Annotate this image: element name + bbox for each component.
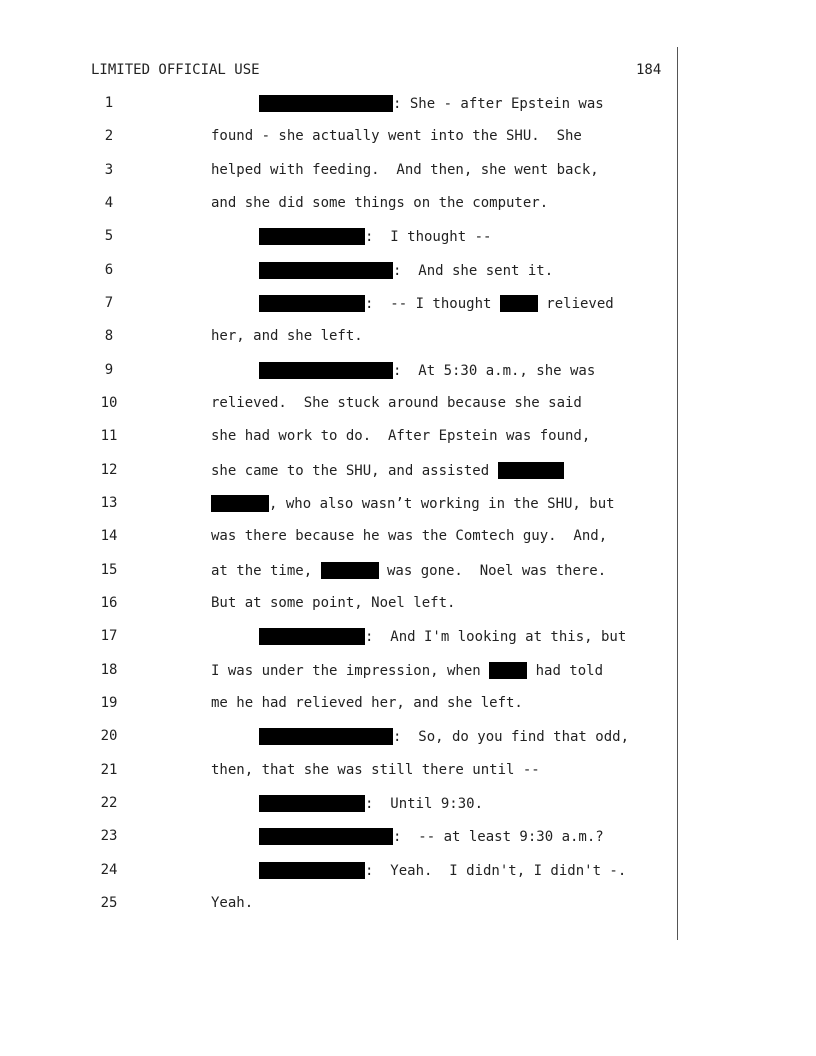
transcript-line bbox=[259, 262, 553, 279]
line-number: 19 bbox=[100, 695, 118, 711]
line-number: 15 bbox=[100, 562, 118, 578]
transcript-line bbox=[259, 362, 595, 379]
line-number: 21 bbox=[100, 762, 118, 778]
line-number: 20 bbox=[100, 728, 118, 744]
transcript-line bbox=[259, 628, 626, 645]
transcript-line: But at some point, Noel left. bbox=[211, 595, 456, 611]
line-text: : I thought -- bbox=[365, 229, 492, 245]
line-number: 17 bbox=[100, 628, 118, 644]
line-number: 14 bbox=[100, 528, 118, 544]
transcript-line bbox=[259, 228, 491, 245]
redaction-box bbox=[259, 228, 365, 245]
line-number: 2 bbox=[104, 128, 114, 144]
redaction-box bbox=[259, 828, 393, 845]
line-number: 4 bbox=[104, 195, 114, 211]
line-number: 10 bbox=[100, 395, 118, 411]
line-text: relieved bbox=[537, 296, 614, 312]
line-text: at the time, bbox=[211, 563, 321, 579]
transcript-line: helped with feeding. And then, she went back, bbox=[211, 162, 599, 178]
line-text: I was under the impression, when bbox=[211, 663, 490, 679]
redaction-box bbox=[500, 295, 538, 312]
line-number: 23 bbox=[100, 828, 118, 844]
line-number: 7 bbox=[104, 295, 114, 311]
transcript-line bbox=[259, 295, 614, 312]
redaction-box bbox=[259, 628, 365, 645]
transcript-line bbox=[259, 795, 483, 812]
line-number: 12 bbox=[100, 462, 118, 478]
line-number: 3 bbox=[104, 162, 114, 178]
line-text: : At 5:30 a.m., she was bbox=[393, 363, 596, 379]
line-text: : -- at least 9:30 a.m.? bbox=[393, 829, 604, 845]
line-number: 5 bbox=[104, 228, 114, 244]
line-text: had told bbox=[527, 663, 604, 679]
redaction-box bbox=[211, 495, 269, 512]
line-text: : -- I thought bbox=[365, 296, 500, 312]
transcript-line bbox=[211, 462, 564, 479]
line-number: 22 bbox=[100, 795, 118, 811]
line-number: 13 bbox=[100, 495, 118, 511]
redaction-box bbox=[259, 95, 393, 112]
transcript-line: she had work to do. After Epstein was found, bbox=[211, 428, 591, 444]
transcript-line: relieved. She stuck around because she said bbox=[211, 395, 582, 411]
redaction-box bbox=[259, 295, 365, 312]
header-classification: LIMITED OFFICIAL USE bbox=[91, 62, 260, 78]
redaction-box bbox=[259, 795, 365, 812]
line-number: 18 bbox=[100, 662, 118, 678]
line-text: : She - after Epstein was bbox=[393, 96, 604, 112]
redaction-box bbox=[489, 662, 527, 679]
transcript-line bbox=[259, 95, 604, 112]
redaction-box bbox=[259, 862, 365, 879]
page-number: 184 bbox=[636, 62, 662, 78]
line-number: 9 bbox=[104, 362, 114, 378]
line-number: 1 bbox=[104, 95, 114, 111]
line-text: : So, do you find that odd, bbox=[393, 729, 630, 745]
transcript-line bbox=[211, 495, 615, 512]
line-number: 24 bbox=[100, 862, 118, 878]
line-number: 25 bbox=[100, 895, 118, 911]
transcript-line: then, that she was still there until -- bbox=[211, 762, 540, 778]
transcript-line: found - she actually went into the SHU. She bbox=[211, 128, 582, 144]
transcript-line bbox=[211, 562, 606, 579]
transcript-line bbox=[211, 662, 603, 679]
line-text: : And she sent it. bbox=[393, 263, 554, 279]
line-number: 6 bbox=[104, 262, 114, 278]
line-number: 11 bbox=[100, 428, 118, 444]
transcript-line: her, and she left. bbox=[211, 328, 363, 344]
transcript-line: and she did some things on the computer. bbox=[211, 195, 549, 211]
line-text: : Yeah. I didn't, I didn't -. bbox=[365, 863, 627, 879]
line-text: , who also wasn’t working in the SHU, but bbox=[269, 496, 615, 512]
redaction-box bbox=[321, 562, 379, 579]
transcript-line: was there because he was the Comtech guy. And, bbox=[211, 528, 608, 544]
transcript-line bbox=[259, 862, 626, 879]
line-number: 8 bbox=[104, 328, 114, 344]
redaction-box bbox=[259, 728, 393, 745]
redaction-box bbox=[259, 262, 393, 279]
redaction-box bbox=[498, 462, 564, 479]
redaction-box bbox=[259, 362, 393, 379]
line-number: 16 bbox=[100, 595, 118, 611]
transcript-line: Yeah. bbox=[211, 895, 254, 911]
line-text: was gone. Noel was there. bbox=[378, 563, 607, 579]
line-text: she came to the SHU, and assisted bbox=[211, 463, 498, 479]
line-text: : And I'm looking at this, but bbox=[365, 629, 627, 645]
margin-rule bbox=[677, 47, 678, 940]
line-text: : Until 9:30. bbox=[365, 796, 484, 812]
transcript-line bbox=[259, 828, 604, 845]
transcript-line bbox=[259, 728, 629, 745]
transcript-line: me he had relieved her, and she left. bbox=[211, 695, 523, 711]
